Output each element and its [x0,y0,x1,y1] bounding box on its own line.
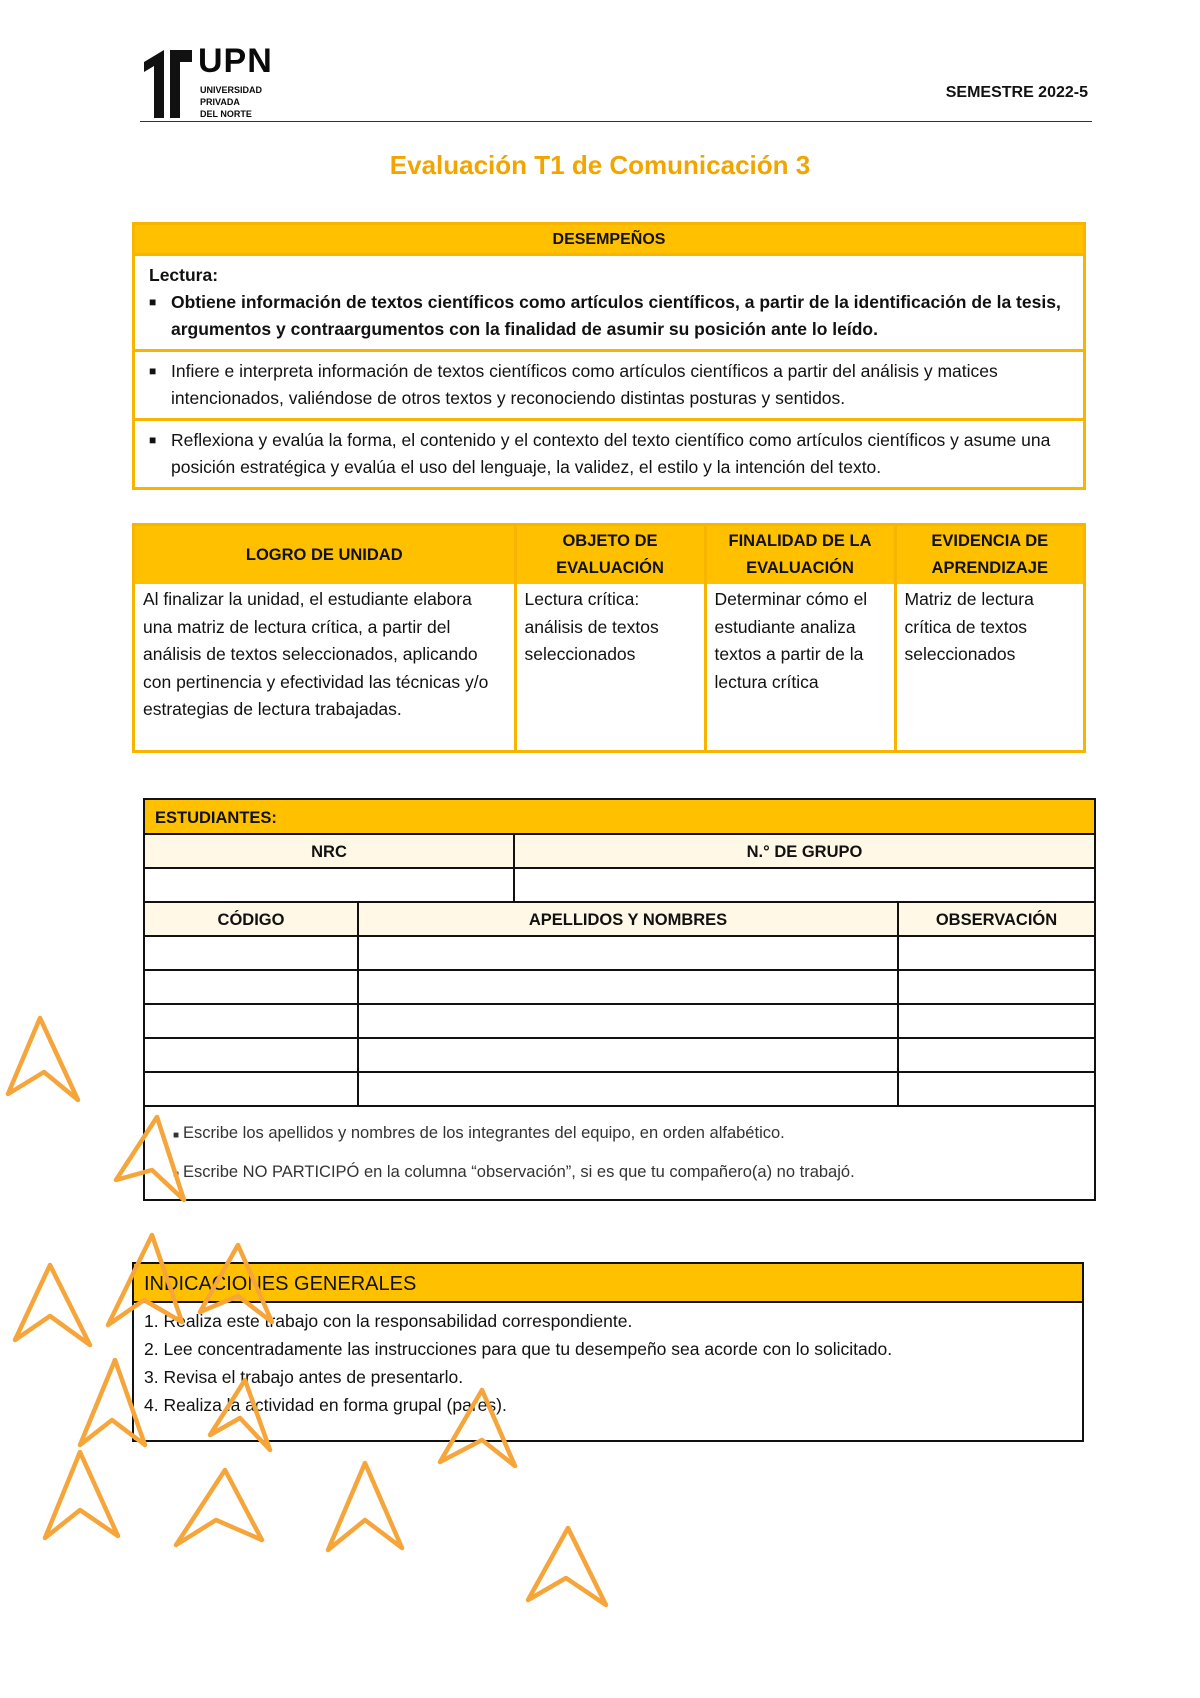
cell-logro: Al finalizar la unidad, el estudiante elabora una matriz de lectura crítica, a partir del análisis de textos seleccionados, aplicando con pertinencia y efectividad las técnicas y/o estrategias de lectura trabajadas. [143,589,489,719]
apellidos-input[interactable] [359,971,899,1005]
square-bullet-icon: ■ [149,364,157,378]
nrc-input[interactable] [145,869,515,903]
codigo-header: CÓDIGO [145,903,359,937]
indicacion-item: 2. Lee concentradamente las instrucciones para que tu desempeño sea acorde con lo solicitado. [144,1339,893,1359]
indicacion-item: 4. Realiza la actividad en forma grupal (pares). [144,1395,507,1415]
square-bullet-icon: ■ [149,433,157,447]
estudiantes-form [143,798,1096,1201]
observacion-input[interactable] [899,971,1094,1005]
indicaciones-box [132,1262,1084,1442]
header-logro: LOGRO DE UNIDAD [135,526,515,584]
desempeno-block-2 [135,349,1083,418]
observacion-header: OBSERVACIÓN [899,903,1094,937]
nrc-group-row [145,835,1094,903]
arrowhead-icon [176,1470,262,1545]
desempeno-block-1 [135,256,1083,349]
apellidos-input[interactable] [359,1039,899,1073]
apellidos-header: APELLIDOS Y NOMBRES [359,903,899,937]
desempeno-block-3 [135,418,1083,487]
logo-word: UPN [198,42,273,80]
header-objeto: OBJETO DE EVALUACIÓN [515,526,705,584]
desempenos-box [132,222,1086,490]
estudiantes-heading: ESTUDIANTES: [145,800,1094,835]
arrowhead-icon [45,1452,118,1538]
codigo-input[interactable] [145,1005,359,1039]
observacion-input[interactable] [899,937,1094,971]
logro-table [132,523,1086,753]
square-bullet-icon: ■ [149,295,157,309]
arrowhead-icon [8,1018,78,1100]
arrowhead-icon [328,1463,402,1550]
codigo-input[interactable] [145,971,359,1005]
apellidos-input[interactable] [359,937,899,971]
codigo-input[interactable] [145,937,359,971]
desempenos-heading: DESEMPEÑOS [135,225,1083,256]
upn-logo-mark [140,48,196,120]
indicacion-item: 3. Revisa el trabajo antes de presentarlo. [144,1367,464,1387]
upn-logo [140,42,273,122]
indicaciones-list [134,1303,1082,1423]
nrc-label: NRC [145,835,515,869]
observacion-input[interactable] [899,1005,1094,1039]
estudiantes-notes [145,1107,1094,1199]
square-bullet-icon: ■ [173,1169,180,1180]
observacion-input[interactable] [899,1039,1094,1073]
cell-finalidad: Determinar cómo el estudiante analiza textos a partir de la lectura crítica [705,584,895,750]
students-table [145,903,1094,1107]
logo-subtitle: UNIVERSIDAD PRIVADA DEL NORTE [200,85,263,119]
header-finalidad: FINALIDAD DE LA EVALUACIÓN [705,526,895,584]
semester-label: SEMESTRE 2022-5 [945,84,1088,101]
page-title: Evaluación T1 de Comunicación 3 [389,150,811,180]
square-bullet-icon: ■ [173,1130,180,1141]
note-item: ■ Escribe los apellidos y nombres de los integrantes del equipo, en orden alfabético. [173,1124,785,1142]
codigo-input[interactable] [145,1039,359,1073]
cell-evidencia: Matriz de lectura crítica de textos seleccionados [895,584,1083,750]
apellidos-input[interactable] [359,1073,899,1107]
desempeno-item: Obtiene información de textos científicos como artículos científicos, a partir de la identificación de la tesis, argumentos y contraargumentos con la finalidad de asumir su posición ante lo leído. [171,292,1061,339]
note-item: ■ Escribe NO PARTICIPÓ en la columna “observación”, si es que tu compañero(a) no trabajó. [173,1163,855,1181]
lectura-label: Lectura: [149,265,219,285]
arrowhead-icon [528,1528,606,1605]
cell-objeto: Lectura crítica: análisis de textos seleccionados [515,584,705,750]
indicacion-item: 1. Realiza este trabajo con la responsabilidad correspondiente. [144,1311,633,1331]
header-divider [140,121,1092,122]
apellidos-input[interactable] [359,1005,899,1039]
indicaciones-heading: INDICACIONES GENERALES [134,1264,1082,1303]
grupo-label: N.° DE GRUPO [515,835,1094,869]
grupo-input[interactable] [515,869,1094,903]
desempeno-item: Infiere e interpreta información de textos científicos como artículos científicos a partir del análisis y matices intencionados, valiéndose de otros textos y reconociendo distintas posturas y sentidos. [171,361,998,408]
observacion-input[interactable] [899,1073,1094,1107]
desempeno-item: Reflexiona y evalúa la forma, el contenido y el contexto del texto científico como artículos científicos y asume una posición estratégica y evalúa el uso del lenguaje, la validez, el estilo y la intención del texto. [171,430,1051,477]
arrowhead-icon [15,1265,90,1345]
header-evidencia: EVIDENCIA DE APRENDIZAJE [895,526,1083,584]
codigo-input[interactable] [145,1073,359,1107]
